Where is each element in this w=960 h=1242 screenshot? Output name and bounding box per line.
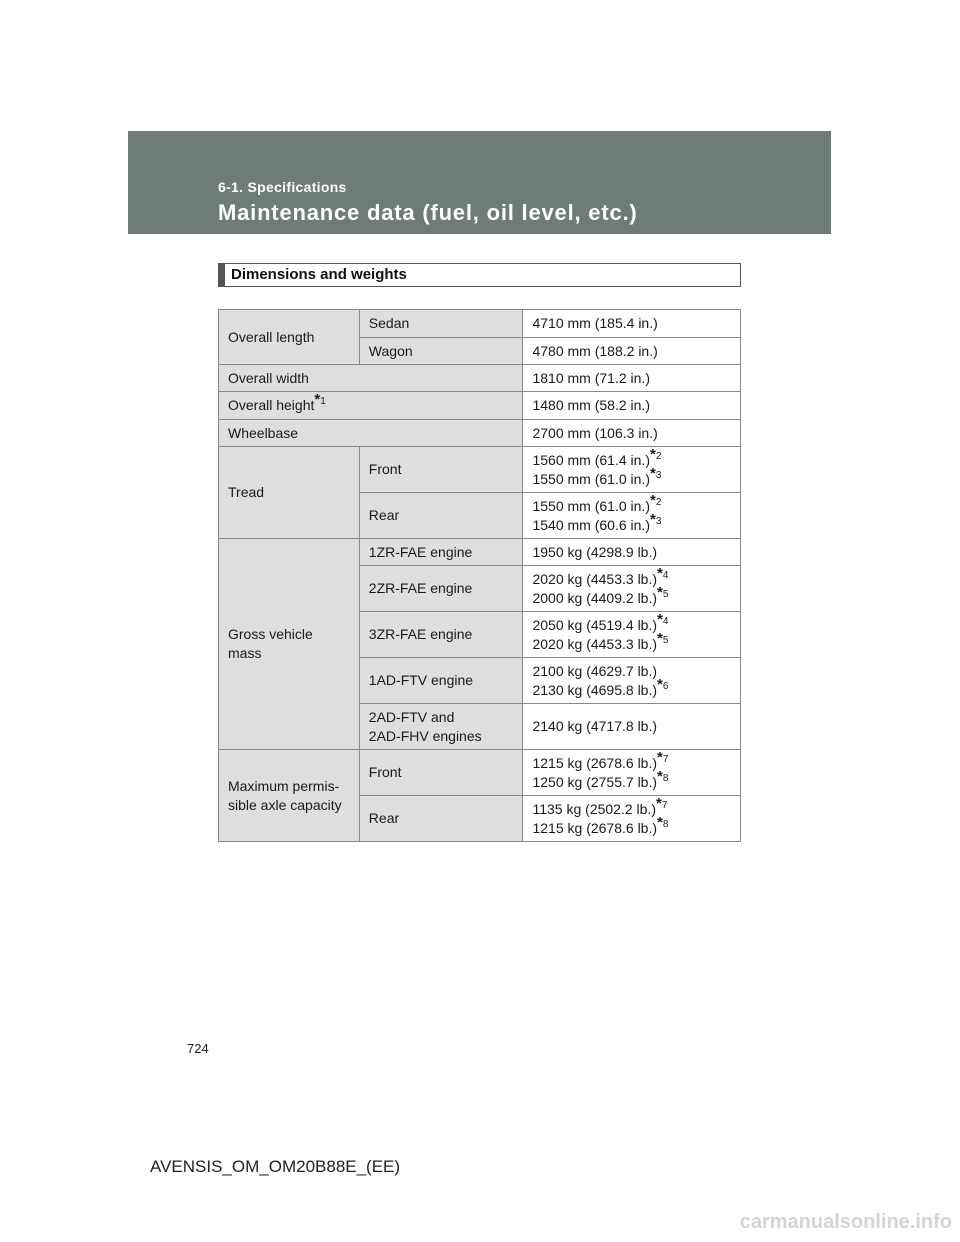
value-line [532,491,731,516]
footnote-number: 7 [662,753,669,765]
footnote-number: 8 [662,772,669,784]
footnote-star: * [657,564,663,582]
footnote-star: * [657,583,663,601]
footnote-number: 5 [662,588,669,600]
footnote-number: 7 [661,799,668,811]
footnote-number: 4 [662,615,669,627]
value-line [532,510,731,535]
footnote-star: * [657,748,663,766]
footnote-star: * [649,464,656,482]
table-row [219,420,741,447]
footnote-ref [657,583,669,601]
value-mass [523,658,741,704]
value-wagon-length: 4780 mm (188.2 in.) [523,338,741,365]
value-mass: 2140 kg (4717.8 lb.) [523,704,741,750]
value-text: 2130 kg (4695.8 lb.) [532,681,658,698]
footnote-number: 3 [655,469,662,481]
label-line: sible axle capacity [228,796,342,813]
sub-label-engine: 1ZR-FAE engine [359,539,523,566]
subheading-text: Dimensions and weights [231,266,407,283]
value-line [532,629,731,654]
section-label: 6-1. Specifications [218,179,347,195]
row-label-overall-width: Overall width [219,365,523,392]
value-line [532,767,731,792]
footnote-number: 6 [662,680,669,692]
dimensions-table [218,309,741,842]
row-label-axle-capacity [219,750,360,842]
table-row [219,539,741,566]
footnote-number: 3 [655,515,662,527]
value-text: 2000 kg (4409.2 lb.) [532,589,658,606]
label-line: mass [228,645,262,661]
label-line: Maximum permis- [228,777,340,794]
value-line [532,794,731,819]
overall-height-text: Overall height [228,397,315,413]
value-axle-rear [523,796,741,842]
row-label-tread: Tread [219,447,360,539]
sub-label-sedan: Sedan [359,310,523,338]
footnote-ref [314,391,326,409]
value-overall-height: 1480 mm (58.2 in.) [523,392,741,420]
value-line [532,464,731,489]
value-wheelbase: 2700 mm (106.3 in.) [523,420,741,447]
value-line [532,662,731,681]
value-text: 1215 kg (2678.6 lb.) [532,754,658,771]
value-line [532,445,731,470]
footnote-ref [657,813,669,831]
table-row [219,750,741,796]
label-line: 2AD-FTV and [368,708,455,725]
value-text: 1550 mm (61.0 in.) [532,470,650,487]
label-line: Gross vehicle [228,626,313,642]
footnote-ref [655,794,668,812]
footnote-star: * [657,629,663,647]
sub-label-axle-front: Front [359,750,523,796]
value-line [532,748,731,773]
value-tread-front [523,447,741,493]
footnote-ref [649,445,662,463]
sub-label-wagon: Wagon [359,338,523,365]
footnote-number: 5 [662,634,669,646]
row-label-gross-mass [219,539,360,750]
value-text: 2100 kg (4629.7 lb.) [532,662,658,679]
page-number: 724 [187,1041,209,1056]
value-line [532,813,731,838]
value-sedan-length: 4710 mm (185.4 in.) [523,310,741,338]
sub-label-tread-rear: Rear [359,493,523,539]
footnote-ref [657,629,669,647]
footnote-ref [657,767,669,785]
footnote-star: * [649,445,656,463]
watermark: carmanualsonline.info [739,1211,952,1233]
footnote-ref [657,675,669,693]
value-text: 2050 kg (4519.4 lb.) [532,616,658,633]
footnote-ref [649,491,662,509]
value-line [532,675,731,700]
sub-label-engine: 3ZR-FAE engine [359,612,523,658]
sub-label-engine: 1AD-FTV engine [359,658,523,704]
value-mass [523,612,741,658]
subheading-box [218,263,741,287]
value-line [532,610,731,635]
value-text: 1560 mm (61.4 in.) [532,451,650,468]
footnote-number: 1 [320,396,326,408]
value-text: 1135 kg (2502.2 lb.) [532,800,656,817]
footnote-number: 8 [662,818,669,830]
value-text: 2020 kg (4453.3 lb.) [532,635,658,652]
footnote-star: * [649,510,656,528]
value-overall-width: 1810 mm (71.2 in.) [523,365,741,392]
document-code: AVENSIS_OM_OM20B88E_(EE) [150,1157,401,1176]
value-mass: 1950 kg (4298.9 lb.) [523,539,741,566]
row-label-overall-height [219,392,523,420]
sub-label-tread-front: Front [359,447,523,493]
sub-label-engine [359,704,523,750]
footnote-ref [649,510,662,528]
footnote-star: * [655,794,662,812]
table-row [219,392,741,420]
value-text: 1550 mm (61.0 in.) [532,497,650,514]
footnote-star: * [657,813,663,831]
value-line [532,583,731,608]
footnote-number: 2 [655,450,662,462]
footnote-number: 2 [655,496,662,508]
footnote-ref [657,748,669,766]
value-axle-front [523,750,741,796]
value-text: 1215 kg (2678.6 lb.) [532,819,658,836]
footnote-number: 4 [662,569,669,581]
value-line [532,564,731,589]
value-text: 1250 kg (2755.7 lb.) [532,773,658,790]
table-row [219,310,741,338]
footnote-ref [649,464,662,482]
label-line: 2AD-FHV engines [368,727,482,744]
value-text: 1540 mm (60.6 in.) [532,516,650,533]
footnote-star: * [657,767,663,785]
row-label-overall-length: Overall length [219,310,360,365]
footnote-star: * [657,675,663,693]
footnote-star: * [657,610,663,628]
footnote-ref [657,610,669,628]
sub-label-engine: 2ZR-FAE engine [359,566,523,612]
footnote-star: * [649,491,656,509]
footnote-star: * [314,391,321,409]
sub-label-axle-rear: Rear [359,796,523,842]
value-tread-rear [523,493,741,539]
footnote-ref [657,564,669,582]
subheading-accent-bar [219,264,225,286]
page-title: Maintenance data (fuel, oil level, etc.) [218,200,638,225]
table-row [219,365,741,392]
row-label-wheelbase: Wheelbase [219,420,523,447]
value-text: 2020 kg (4453.3 lb.) [532,570,658,587]
table-row [219,447,741,493]
value-mass [523,566,741,612]
